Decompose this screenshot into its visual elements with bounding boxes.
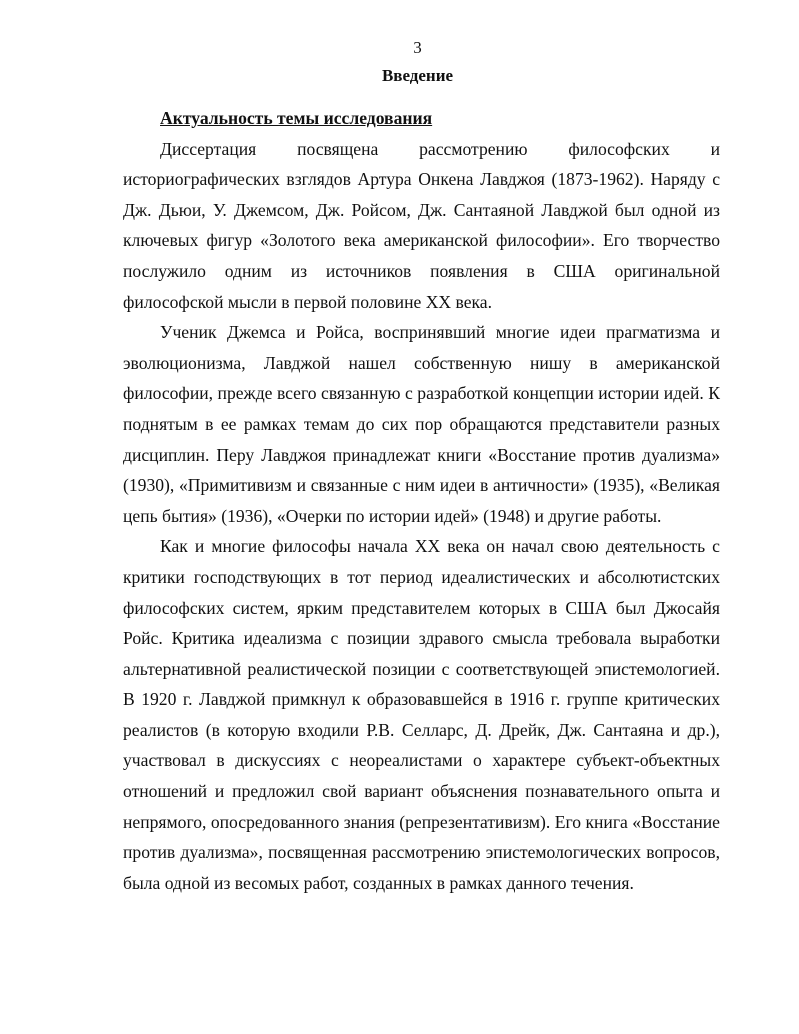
section-heading: Актуальность темы исследования [160,108,433,128]
paragraph-3: Как и многие философы начала XX века он начал свою деятельность с критики господствующих в тот период идеалистических и абсолютистских философских систем, ярким представителем которых в США был Джосайя Ройс. Критика идеализма с позиции здравого смысла требовала выработки альтернативной реалистической позиции с соответствующей эпистемологией. В 1920 г. Лавджой примкнул к образовавшейся в 1916 г. группе критических реалистов (в которую входили Р.В. Селларс, Д. Дрейк, Дж. Сантаяна и др.), участвовал в дискуссиях с неореалистами о характере субъект-объектных отношений и предложил свой вариант объяснения познавательного опыта и непрямого, опосредованного знания (репрезентативизм). Его книга «Восстание против дуализма», посвященная рассмотрению эпистемологических вопросов, была одной из весомых работ, созданных в рамках данного течения. [123,536,720,893]
paragraph-1: Диссертация посвящена рассмотрению философских и историографических взглядов Артура Онкена Лавджоя (1873-1962). Наряду с Дж. Дьюи, У. Джемсом, Дж. Ройсом, Дж. Сантаяной Лавджой был одной из ключевых фигур «Золотого века американской философии». Его творчество послужило одним из источников появления в США оригинальной философской мысли в первой половине XX века. [123,138,720,312]
document-body [123,103,720,898]
page-number: 3 [413,38,422,57]
page-title: Введение [381,66,454,85]
paragraph-2: Ученик Джемса и Ройса, воспринявший многие идеи прагматизма и эволюционизма, Лавджой нашел собственную нишу в американской философии, прежде всего связанную с разработкой концепции истории идей. К поднятым в ее рамках темам до сих пор обращаются представители разных дисциплин. Перу Лавджоя принадлежат книги «Восстание против дуализма» (1930), «Примитивизм и связанные с ним идеи в античности» (1935), «Великая цепь бытия» (1936), «Очерки по истории идей» (1948) и другие работы. [123,322,720,526]
